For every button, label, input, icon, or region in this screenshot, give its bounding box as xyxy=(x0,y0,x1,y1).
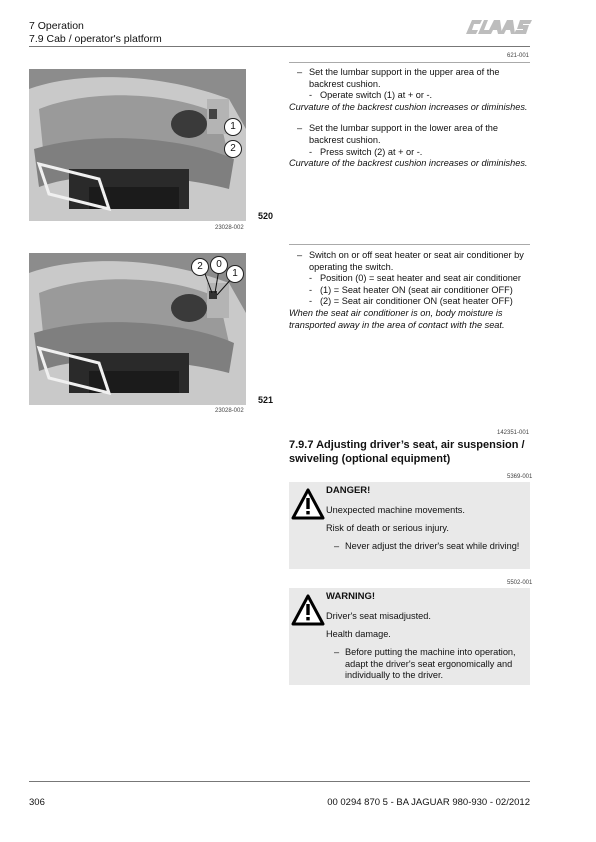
section-heading-line1: 7.9.7 Adjusting driver’s seat, air suspension / xyxy=(289,439,525,451)
callout-1: 1 xyxy=(226,265,244,283)
section-ref: 142351-001 xyxy=(497,430,530,436)
section-heading-line2: swiveling (optional equipment) xyxy=(289,453,451,465)
danger-action: – Never adjust the driver's seat while driving! xyxy=(334,541,520,551)
danger-consequence: Risk of death or serious injury. xyxy=(326,523,449,533)
result-upper-lumbar: Curvature of the backrest cushion increases or diminishes. xyxy=(289,101,528,112)
document-id: 00 0294 870 5 - BA JAGUAR 980-930 - 02/2012 xyxy=(327,797,530,808)
warning-title: WARNING! xyxy=(326,591,376,602)
warning-consequence: Health damage. xyxy=(326,629,391,639)
block2-instructions: – Switch on or off seat heater or seat air conditioner by operating the switch. - Position (0) = seat heater and seat air conditioner - (1) = Seat heater ON (seat air conditioner OFF) - (2) = Seat air conditioner ON (seat heater OFF) When the seat air conditioner is on, body moisture is transported away in the area of contact with the seat. xyxy=(289,250,530,331)
callout-1: 1 xyxy=(224,118,242,136)
step-lower-lumbar: Set the lumbar support in the lower area of the backrest cushion. xyxy=(309,123,498,145)
danger-hazard: Unexpected machine movements. xyxy=(326,505,465,515)
sub-lower-lumbar: Press switch (2) at + or -. xyxy=(320,146,423,157)
chapter-title: 7 Operation xyxy=(29,20,84,32)
header-rule xyxy=(29,46,530,47)
page-number: 306 xyxy=(29,797,45,808)
block1-instructions: – Set the lumbar support in the upper area of the backrest cushion. - Operate switch (1) at + or -. Curvature of the backrest cushion increases or diminishes. – Set the lumbar support in the lower area of the backrest cushion. - Press switch (2) at + or -. Curvature of the backrest cushion increases or diminishes. xyxy=(289,67,530,170)
step-upper-lumbar: Set the lumbar support in the upper area of the backrest cushion. xyxy=(309,67,500,89)
section-title: 7.9 Cab / operator's platform xyxy=(29,33,162,45)
step-seat-heater: Switch on or off seat heater or seat air conditioner by operating the switch. xyxy=(309,250,524,272)
figure-ref-521: 23028-002 xyxy=(215,408,244,414)
warning-box xyxy=(289,588,530,685)
footer-rule xyxy=(29,781,530,782)
warning-hazard: Driver's seat misadjusted. xyxy=(326,611,431,621)
sub-position-1: (1) = Seat heater ON (seat air conditioner OFF) xyxy=(320,284,513,295)
danger-box xyxy=(289,482,530,569)
callout-2: 2 xyxy=(191,258,209,276)
result-seat-heater: When the seat air conditioner is on, body moisture is transported away in the area of contact with the seat. xyxy=(289,307,505,330)
callout-0: 0 xyxy=(210,256,228,274)
danger-title: DANGER! xyxy=(326,485,371,496)
sub-upper-lumbar: Operate switch (1) at + or -. xyxy=(320,90,433,101)
seat-heater-photo xyxy=(29,253,246,405)
sub-position-2: (2) = Seat air conditioner ON (seat heater OFF) xyxy=(320,296,513,307)
callout-2: 2 xyxy=(224,140,242,158)
seat-figure-520 xyxy=(29,69,246,221)
block2-rule xyxy=(289,244,530,245)
figure-ref-520: 23028-002 xyxy=(215,225,244,231)
seat-lumbar-photo xyxy=(29,69,246,221)
figure-number-521: 521 xyxy=(258,395,274,405)
warning-triangle-icon xyxy=(291,488,325,520)
warning-ref: 5502-001 xyxy=(507,580,533,586)
warning-action: – Before putting the machine into operation, adapt the driver's seat ergonomically and individually to the driver. xyxy=(334,647,516,681)
block1-ref: 621-001 xyxy=(507,53,530,59)
warning-triangle-icon xyxy=(291,594,325,626)
warning-action-text: Before putting the machine into operation, adapt the driver's seat ergonomically and individually to the driver. xyxy=(345,647,516,681)
seat-figure-521 xyxy=(29,253,246,405)
figure-number-520: 520 xyxy=(258,211,274,221)
result-lower-lumbar: Curvature of the backrest cushion increases or diminishes. xyxy=(289,158,528,169)
sub-position-0: Position (0) = seat heater and seat air conditioner xyxy=(320,273,521,284)
claas-logo xyxy=(466,18,532,36)
danger-action-text: Never adjust the driver's seat while driving! xyxy=(345,541,520,551)
block1-rule xyxy=(289,62,530,63)
danger-ref: 5369-001 xyxy=(507,474,533,480)
